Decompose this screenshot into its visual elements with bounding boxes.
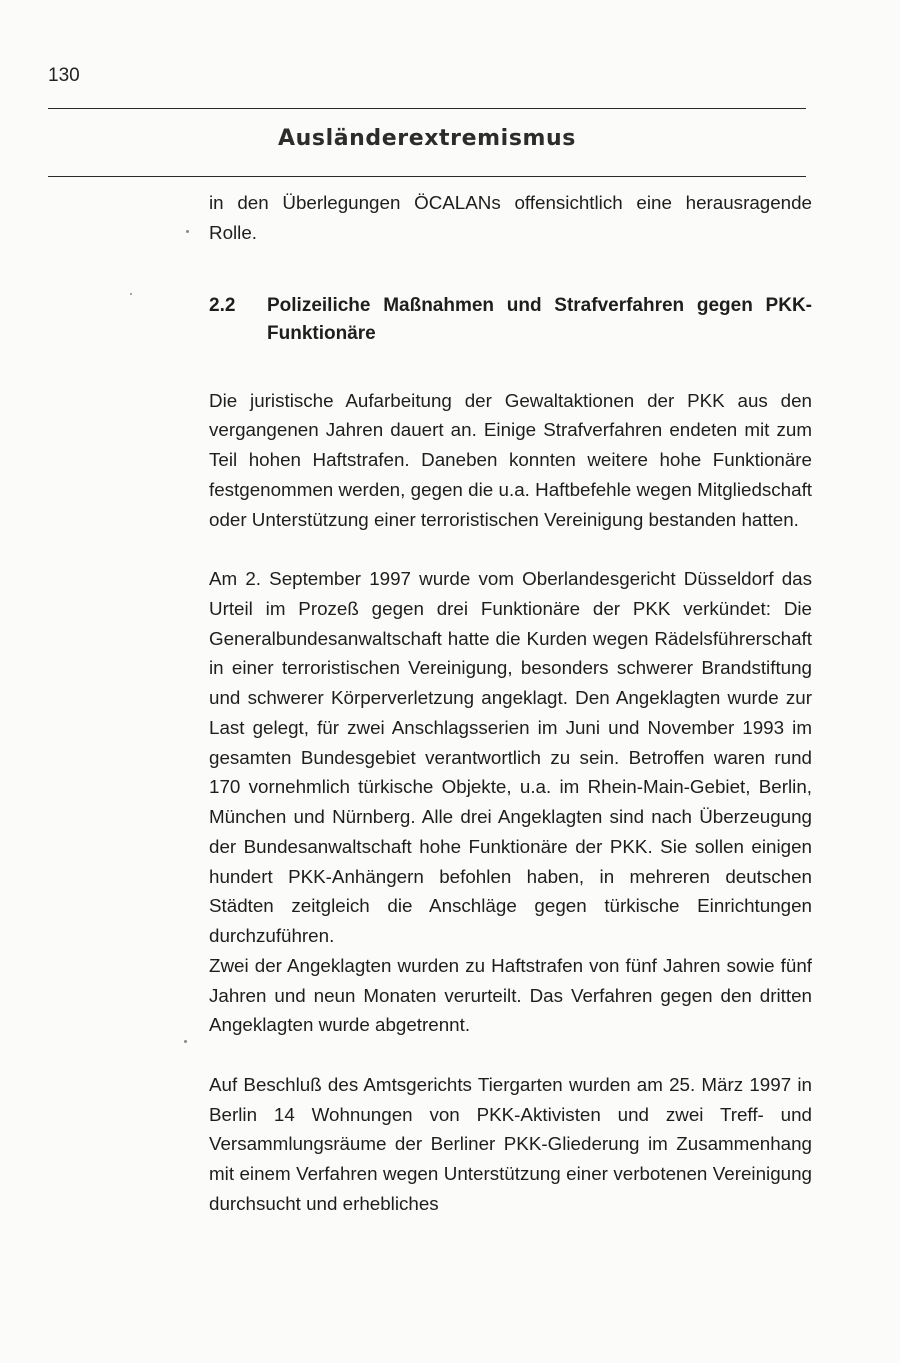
body-text bbox=[209, 188, 812, 1219]
intro-paragraph: in den Überlegungen ÖCALANs offensichtlich eine herausragende Rolle. bbox=[209, 192, 812, 243]
paragraph-prosecution: Die juristische Aufarbeitung der Gewaltaktionen der PKK aus den vergangenen Jahren dauert an. Einige Strafverfahren endeten mit zum Teil hohen Haftstrafen. Daneben konnten weitere hohe Funktionäre festgenommen werden, gegen die u.a. Haftbefehle wegen Mitgliedschaft oder Unterstützung einer terroristischen Vereinigung bestanden hatten. bbox=[209, 389, 812, 530]
section-title: Polizeiliche Maßnahmen und Strafverfahren gegen PKK-Funktionäre bbox=[267, 294, 812, 344]
scan-speck bbox=[186, 230, 189, 233]
paragraph-berlin-searches: Auf Beschluß des Amtsgerichts Tiergarten wurden am 25. März 1997 in Berlin 14 Wohnungen von PKK-Aktivisten und zwei Treff- und Versammlungsräume der Berliner PKK-Gliederung im Zusammenhang mit einem Verfahren wegen Unterstützung einer verbotenen Vereinigung durchsucht und erhebliches bbox=[209, 1073, 812, 1214]
header-rule-bottom bbox=[48, 176, 806, 177]
paragraph-verdict-duesseldorf: Am 2. September 1997 wurde vom Oberlandesgericht Düsseldorf das Urteil im Prozeß gegen drei Funktionäre der PKK verkündet: Die Generalbundesanwaltschaft hatte die Kurden wegen Rädelsführerschaft in einer terroristischen Vereinigung, besonders schwerer Brandstiftung und schwerer Körperverletzung angeklagt. Den Angeklagten wurde zur Last gelegt, für zwei Anschlagsserien im Juni und November 1993 im gesamten Bundesgebiet verantwortlich zu sein. Betroffen waren rund 170 vornehmlich türkische Objekte, u.a. im Rhein-Main-Gebiet, Berlin, München und Nürnberg. Alle drei Angeklagten sind nach Überzeugung der Bundesanwaltschaft hohe Funktionäre der PKK. Sie sollen einigen hundert PKK-Anhängern befohlen haben, in mehreren deutschen Städten zeitgleich die Anschläge gegen türkische Einrichtungen durchzuführen. bbox=[209, 568, 812, 946]
header-rule-top bbox=[48, 108, 806, 109]
running-head: Ausländerextremismus bbox=[278, 126, 576, 151]
scan-speck bbox=[184, 1040, 187, 1043]
section-heading bbox=[209, 292, 812, 349]
paragraph-sentences: Zwei der Angeklagten wurden zu Haftstrafen von fünf Jahren sowie fünf Jahren und neun Monaten verurteilt. Das Verfahren gegen den dritten Angeklagten wurde abgetrennt. bbox=[209, 954, 812, 1036]
section-number: 2.2 bbox=[209, 294, 236, 316]
page-number: 130 bbox=[48, 65, 80, 86]
scan-speck bbox=[130, 293, 132, 295]
